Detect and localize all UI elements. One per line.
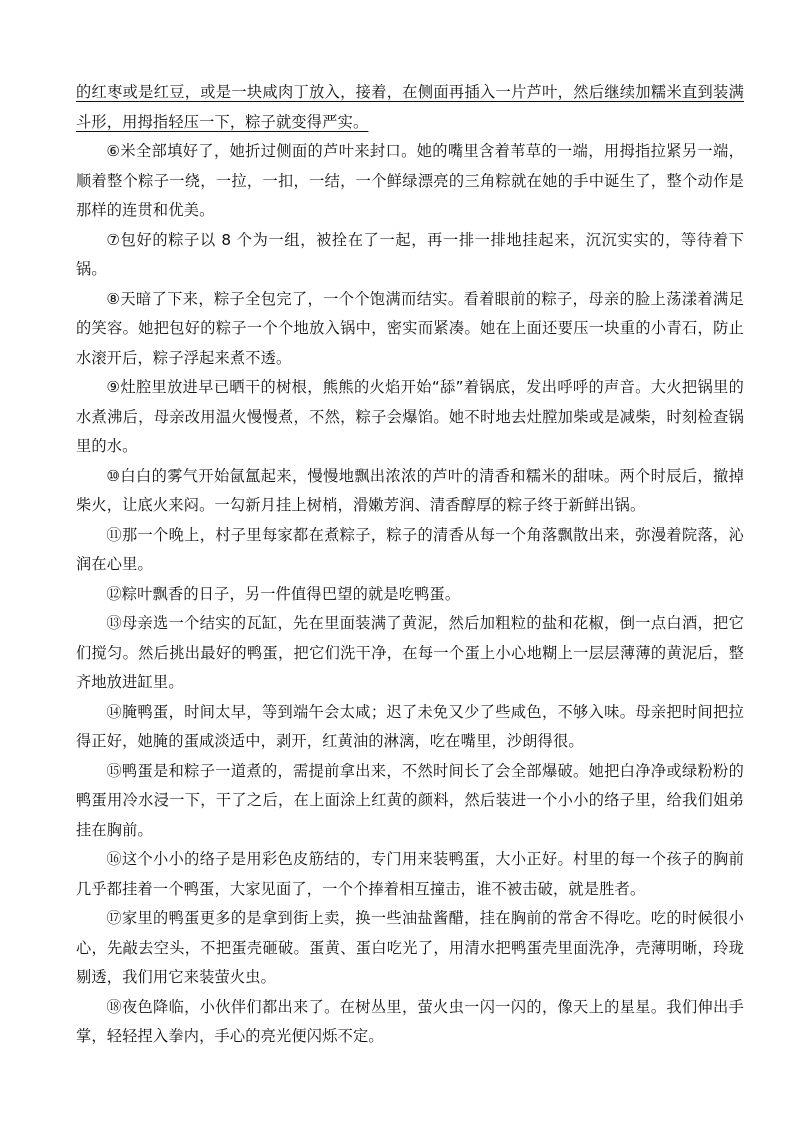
- paragraph-18: ⑱夜色降临，小伙伴们都出来了。在树丛里，萤火虫一闪一闪的，像天上的星星。我们伸出手掌，轻轻捏入拳内，手心的亮光便闪烁不定。: [76, 997, 744, 1045]
- paragraph-12: ⑫粽叶飘香的日子，另一件值得巴望的就是吃鸭蛋。: [106, 584, 461, 603]
- document-page: [76, 78, 744, 1052]
- paragraph-16: ⑯这个小小的络子是用彩色皮筋结的，专门用来装鸭蛋，大小正好。村里的每一个孩子的胸前几乎都挂着一个鸭蛋，大家见面了，一个个捧着相互撞击，谁不被击破，就是胜者。: [76, 850, 744, 898]
- paragraph-14: ⑭腌鸭蛋，时间太早，等到端午会太咸；迟了未免又少了些咸色，不够入味。母亲把时间把拉得正好，她腌的蛋咸淡适中，剥开，红黄油的淋漓，吃在嘴里，沙朗得很。: [76, 702, 744, 750]
- paragraph-7: ⑦包好的粽子以 8 个为一组，被拴在了一起，再一排一排地挂起来，沉沉实实的，等待着下锅。: [76, 230, 744, 278]
- paragraph-13: ⑬母亲选一个结实的瓦缸，先在里面装满了黄泥，然后加粗粒的盐和花椒，倒一点白酒，把它们搅匀。然后挑出最好的鸭蛋，把它们洗干净，在每一个蛋上小心地糊上一层层薄薄的黄泥后，整齐地放进缸里。: [76, 614, 744, 691]
- paragraph-5-continuation: 的红枣或是红豆，或是一块咸肉丁放入，接着，在侧面再插入一片芦叶，然后继续加糯米直到装满斗形，用拇指轻压一下，粽子就变得严实。: [76, 83, 744, 131]
- paragraph-17: ⑰家里的鸭蛋更多的是拿到街上卖，换一些油盐酱醋，挂在胸前的常舍不得吃。吃的时候很小心，先敲去空头，不把蛋壳砸破。蛋黄、蛋白吃光了，用清水把鸭蛋壳里面洗净，壳薄明晰，玲珑剔透，我们用它来装萤火虫。: [76, 909, 744, 986]
- paragraph-6: ⑥米全部填好了，她折过侧面的芦叶来封口。她的嘴里含着苇草的一端，用拇指拉紧另一端，顺着整个粽子一绕，一拉，一扣，一结，一个鲜绿漂亮的三角粽就在她的手中诞生了，整个动作是那样的连贯和优美。: [76, 142, 744, 219]
- paragraph-8: ⑧天暗了下来，粽子全包完了，一个个饱满而结实。看着眼前的粽子，母亲的脸上荡漾着满足的笑容。她把包好的粽子一个个地放入锅中，密实而紧凑。她在上面还要压一块重的小青石，防止水滚开后，粽子浮起来煮不透。: [76, 289, 744, 367]
- paragraph-15: ⑮鸭蛋是和粽子一道煮的，需提前拿出来，不然时间长了会全部爆破。她把白净净或绿粉粉的鸭蛋用冷水浸一下，干了之后，在上面涂上红黄的颜料，然后装进一个小小的络子里，给我们姐弟挂在胸前。: [76, 761, 744, 839]
- paragraph-9: ⑨灶腔里放进早已晒干的树根，熊熊的火焰开始“舔”着锅底，发出呼呼的声音。大火把锅里的水煮沸后，母亲改用温火慢慢煮，不然，粽子会爆馅。她不时地去灶膛加柴或是减柴，时刻检查锅里的水。: [76, 378, 744, 455]
- paragraph-11: ⑪那一个晚上，村子里每家都在煮粽子，粽子的清香从每一个角落飘散出来，弥漫着院落，沁润在心里。: [76, 525, 744, 573]
- paragraph-10: ⑩白白的雾气开始氤氲起来，慢慢地飘出浓浓的芦叶的清香和糯米的甜味。两个时辰后，撤掉柴火，让底火来闷。一勾新月挂上树梢，滑嫩芳润、清香醇厚的粽子终于新鲜出锅。: [76, 466, 744, 514]
